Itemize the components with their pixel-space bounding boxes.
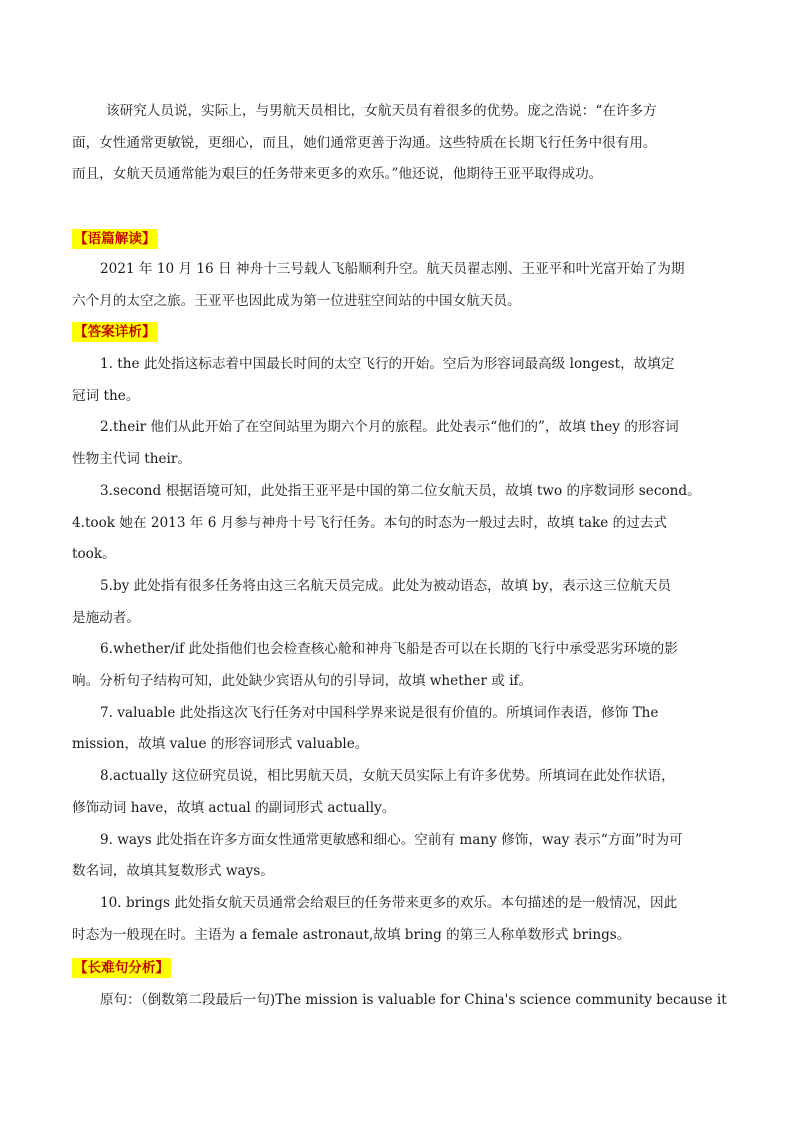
answer-item-1: 1. the 此处指这标志着中国最长时间的太空飞行的开始。空后为形容词最高级 longest，故填定 <box>100 356 675 372</box>
answer-item-2: 2.their 他们从此开始了在空间站里为期六个月的旅程。此处表示“他们的”，故填 they 的形容词 <box>100 419 679 436</box>
answer-item-9: 9. ways 此处指在许多方面女性通常更敏感和细心。空前有 many 修饰，way 表示“方面”时为可 <box>100 831 683 848</box>
answer-item-8-cont: 修饰动词 have，故填 actual 的副词形式 actually。 <box>72 799 396 816</box>
passage-analysis-line: 2021 年 10 月 16 日 神舟十三号载人飞船顺利升空。航天员翟志刚、王亚平和叶光富开始了为期 <box>100 261 685 277</box>
intro-line: 而且，女航天员通常能为艰巨的任务带来更多的欢乐。”他还说，他期待王亚平取得成功。 <box>72 166 603 183</box>
long-sentence-heading: 【长难句分析】 <box>74 960 170 976</box>
passage-analysis-line: 六个月的太空之旅。王亚平也因此成为第一位进驻空间站的中国女航天员。 <box>72 292 521 309</box>
answer-item-4: 4.took 她在 2013 年 6 月参与神舟十号飞行任务。本句的时态为一般过去时，故填 take 的过去式 <box>72 514 667 531</box>
answer-item-1-cont: 冠词 the。 <box>72 387 140 404</box>
passage-analysis-paragraph <box>72 254 720 317</box>
answer-item-3: 3.second 根据语境可知，此处指王亚平是中国的第二位女航天员，故填 two 的序数词形 second。 <box>100 482 701 499</box>
answer-explanation-heading: 【答案详析】 <box>74 324 156 340</box>
answer-item-6: 6.whether/if 此处指他们也会检查核心舱和神舟飞船是否可以在长期的飞行中承受恶劣环境的影 <box>100 641 678 658</box>
passage-analysis-heading: 【语篇解读】 <box>74 231 156 247</box>
answer-item-9-cont: 数名词，故填其复数形式 ways。 <box>72 863 274 880</box>
intro-line: 面，女性通常更敏锐，更细心，而且，她们通常更善于沟通。这些特质在长期飞行任务中很有用。 <box>72 134 657 151</box>
answer-item-4-cont: took。 <box>72 546 116 563</box>
answer-item-10: 10. brings 此处指女航天员通常会给艰巨的任务带来更多的欢乐。本句描述的是一般情况，因此 <box>100 894 678 911</box>
original-sentence-line: 原句：（倒数第二段最后一句)The mission is valuable for China's science community because it <box>100 992 727 1008</box>
answer-item-10-cont: 时态为一般现在时。主语为 a female astronaut,故填 bring 的第三人称单数形式 brings。 <box>72 926 631 943</box>
answer-item-5: 5.by 此处指有很多任务将由这三名航天员完成。此处为被动语态，故填 by，表示这三位航天员 <box>100 577 671 594</box>
answer-item-2-cont: 性物主代词 their。 <box>72 451 191 468</box>
answer-item-7-cont: mission，故填 value 的形容词形式 valuable。 <box>72 736 369 753</box>
answer-explanation-list <box>72 349 720 951</box>
answer-item-5-cont: 是施动者。 <box>72 609 140 626</box>
answer-item-7: 7. valuable 此处指这次飞行任务对中国科学界来说是很有价值的。所填词作表语，修饰 The <box>100 704 659 721</box>
intro-line: 该研究人员说，实际上，与男航天员相比，女航天员有着很多的优势。庞之浩说：“在许多方 <box>106 103 657 119</box>
intro-paragraph <box>72 96 720 191</box>
answer-item-8: 8.actually 这位研究员说，相比男航天员，女航天员实际上有许多优势。所填词在此处作状语， <box>100 768 675 785</box>
answer-item-6-cont: 响。分析句子结构可知，此处缺少宾语从句的引导词，故填 whether 或 if。 <box>72 673 533 690</box>
